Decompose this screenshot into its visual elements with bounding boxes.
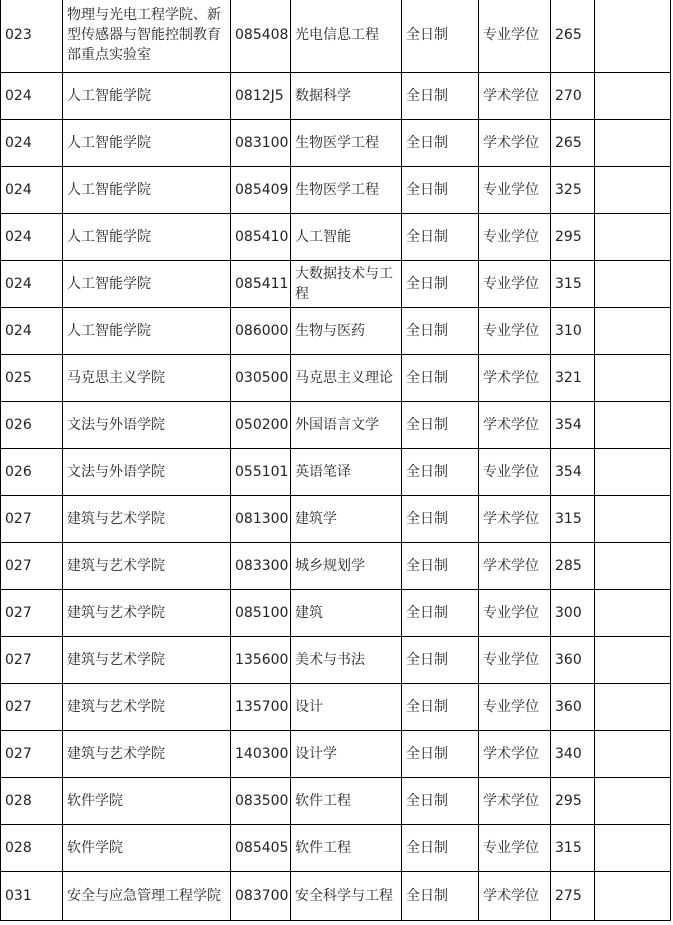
table-row xyxy=(1,825,671,872)
school-code-cell: 024 xyxy=(1,167,63,214)
table-row xyxy=(1,590,671,637)
major-name-cell: 光电信息工程 xyxy=(291,0,402,73)
study-mode-cell: 全日制 xyxy=(402,355,479,402)
major-code-cell: 085411 xyxy=(231,261,291,308)
major-name-cell: 软件工程 xyxy=(291,825,402,872)
min-score-cell: 295 xyxy=(551,214,595,261)
table-row xyxy=(1,355,671,402)
major-code-cell: 085410 xyxy=(231,214,291,261)
min-score-cell: 265 xyxy=(551,120,595,167)
table-row xyxy=(1,684,671,731)
major-name-cell: 数据科学 xyxy=(291,73,402,120)
major-code-cell: 135600 xyxy=(231,637,291,684)
school-name-cell: 马克思主义学院 xyxy=(63,355,231,402)
note-cell xyxy=(595,684,671,731)
major-name-cell: 设计 xyxy=(291,684,402,731)
school-code-cell: 028 xyxy=(1,778,63,825)
major-code-cell: 083300 xyxy=(231,543,291,590)
major-name-cell: 建筑学 xyxy=(291,496,402,543)
school-code-cell: 026 xyxy=(1,402,63,449)
school-code-cell: 027 xyxy=(1,637,63,684)
study-mode-cell: 全日制 xyxy=(402,684,479,731)
study-mode-cell: 全日制 xyxy=(402,167,479,214)
min-score-cell: 354 xyxy=(551,402,595,449)
table-row xyxy=(1,778,671,825)
school-code-cell: 024 xyxy=(1,120,63,167)
study-mode-cell: 全日制 xyxy=(402,590,479,637)
major-name-cell: 美术与书法 xyxy=(291,637,402,684)
major-name-cell: 安全科学与工程 xyxy=(291,872,402,921)
min-score-cell: 321 xyxy=(551,355,595,402)
study-mode-cell: 全日制 xyxy=(402,778,479,825)
note-cell xyxy=(595,872,671,921)
study-mode-cell: 全日制 xyxy=(402,449,479,496)
note-cell xyxy=(595,308,671,355)
school-code-cell: 027 xyxy=(1,543,63,590)
major-name-cell: 软件工程 xyxy=(291,778,402,825)
study-mode-cell: 全日制 xyxy=(402,308,479,355)
degree-type-cell: 专业学位 xyxy=(479,684,551,731)
school-code-cell: 024 xyxy=(1,73,63,120)
major-code-cell: 030500 xyxy=(231,355,291,402)
note-cell xyxy=(595,0,671,73)
major-code-cell: 085100 xyxy=(231,590,291,637)
major-name-cell: 生物医学工程 xyxy=(291,167,402,214)
note-cell xyxy=(595,731,671,778)
note-cell xyxy=(595,449,671,496)
min-score-cell: 315 xyxy=(551,261,595,308)
school-code-cell: 024 xyxy=(1,214,63,261)
school-name-cell: 建筑与艺术学院 xyxy=(63,684,231,731)
note-cell xyxy=(595,355,671,402)
school-name-cell: 软件学院 xyxy=(63,778,231,825)
note-cell xyxy=(595,496,671,543)
school-code-cell: 026 xyxy=(1,449,63,496)
note-cell xyxy=(595,543,671,590)
note-cell xyxy=(595,214,671,261)
degree-type-cell: 专业学位 xyxy=(479,167,551,214)
degree-type-cell: 专业学位 xyxy=(479,449,551,496)
min-score-cell: 325 xyxy=(551,167,595,214)
study-mode-cell: 全日制 xyxy=(402,73,479,120)
school-code-cell: 023 xyxy=(1,0,63,73)
table-row xyxy=(1,73,671,120)
table-row xyxy=(1,402,671,449)
major-code-cell: 0812J5 xyxy=(231,73,291,120)
school-name-cell: 建筑与艺术学院 xyxy=(63,543,231,590)
note-cell xyxy=(595,778,671,825)
min-score-cell: 270 xyxy=(551,73,595,120)
degree-type-cell: 专业学位 xyxy=(479,590,551,637)
major-name-cell: 大数据技术与工程 xyxy=(291,261,402,308)
min-score-cell: 275 xyxy=(551,872,595,921)
school-code-cell: 027 xyxy=(1,496,63,543)
major-name-cell: 英语笔译 xyxy=(291,449,402,496)
major-name-cell: 马克思主义理论 xyxy=(291,355,402,402)
major-code-cell: 083500 xyxy=(231,778,291,825)
major-name-cell: 生物医学工程 xyxy=(291,120,402,167)
major-code-cell: 085409 xyxy=(231,167,291,214)
table-row xyxy=(1,731,671,778)
table-row xyxy=(1,0,671,73)
study-mode-cell: 全日制 xyxy=(402,214,479,261)
major-name-cell: 外国语言文学 xyxy=(291,402,402,449)
major-code-cell: 085405 xyxy=(231,825,291,872)
school-name-cell: 人工智能学院 xyxy=(63,214,231,261)
school-code-cell: 027 xyxy=(1,590,63,637)
study-mode-cell: 全日制 xyxy=(402,543,479,590)
major-code-cell: 135700 xyxy=(231,684,291,731)
degree-type-cell: 学术学位 xyxy=(479,496,551,543)
school-name-cell: 人工智能学院 xyxy=(63,308,231,355)
table-row xyxy=(1,120,671,167)
school-name-cell: 人工智能学院 xyxy=(63,261,231,308)
note-cell xyxy=(595,825,671,872)
major-name-cell: 人工智能 xyxy=(291,214,402,261)
degree-type-cell: 专业学位 xyxy=(479,261,551,308)
min-score-cell: 295 xyxy=(551,778,595,825)
school-name-cell: 建筑与艺术学院 xyxy=(63,496,231,543)
note-cell xyxy=(595,590,671,637)
table-row xyxy=(1,261,671,308)
table-row xyxy=(1,308,671,355)
table-body xyxy=(1,0,671,921)
min-score-cell: 265 xyxy=(551,0,595,73)
major-name-cell: 建筑 xyxy=(291,590,402,637)
min-score-cell: 340 xyxy=(551,731,595,778)
major-name-cell: 城乡规划学 xyxy=(291,543,402,590)
school-name-cell: 人工智能学院 xyxy=(63,73,231,120)
note-cell xyxy=(595,402,671,449)
degree-type-cell: 学术学位 xyxy=(479,543,551,590)
min-score-cell: 354 xyxy=(551,449,595,496)
major-name-cell: 生物与医药 xyxy=(291,308,402,355)
study-mode-cell: 全日制 xyxy=(402,872,479,921)
school-code-cell: 028 xyxy=(1,825,63,872)
degree-type-cell: 学术学位 xyxy=(479,731,551,778)
school-code-cell: 025 xyxy=(1,355,63,402)
school-name-cell: 人工智能学院 xyxy=(63,120,231,167)
major-code-cell: 055101 xyxy=(231,449,291,496)
school-code-cell: 024 xyxy=(1,261,63,308)
degree-type-cell: 学术学位 xyxy=(479,73,551,120)
note-cell xyxy=(595,73,671,120)
school-code-cell: 024 xyxy=(1,308,63,355)
study-mode-cell: 全日制 xyxy=(402,120,479,167)
school-name-cell: 文法与外语学院 xyxy=(63,402,231,449)
study-mode-cell: 全日制 xyxy=(402,402,479,449)
note-cell xyxy=(595,120,671,167)
table-row xyxy=(1,637,671,684)
min-score-cell: 285 xyxy=(551,543,595,590)
note-cell xyxy=(595,167,671,214)
school-name-cell: 建筑与艺术学院 xyxy=(63,637,231,684)
school-code-cell: 027 xyxy=(1,684,63,731)
school-name-cell: 软件学院 xyxy=(63,825,231,872)
degree-type-cell: 专业学位 xyxy=(479,637,551,684)
degree-type-cell: 学术学位 xyxy=(479,778,551,825)
study-mode-cell: 全日制 xyxy=(402,496,479,543)
school-name-cell: 文法与外语学院 xyxy=(63,449,231,496)
table-row xyxy=(1,214,671,261)
min-score-cell: 360 xyxy=(551,637,595,684)
study-mode-cell: 全日制 xyxy=(402,261,479,308)
min-score-cell: 315 xyxy=(551,496,595,543)
degree-type-cell: 专业学位 xyxy=(479,214,551,261)
study-mode-cell: 全日制 xyxy=(402,0,479,73)
degree-type-cell: 专业学位 xyxy=(479,825,551,872)
school-name-cell: 物理与光电工程学院、新型传感器与智能控制教育部重点实验室 xyxy=(63,0,231,73)
major-code-cell: 083100 xyxy=(231,120,291,167)
major-code-cell: 085408 xyxy=(231,0,291,73)
table-row xyxy=(1,496,671,543)
school-code-cell: 027 xyxy=(1,731,63,778)
note-cell xyxy=(595,261,671,308)
min-score-cell: 360 xyxy=(551,684,595,731)
major-code-cell: 050200 xyxy=(231,402,291,449)
degree-type-cell: 学术学位 xyxy=(479,402,551,449)
school-name-cell: 人工智能学院 xyxy=(63,167,231,214)
degree-type-cell: 学术学位 xyxy=(479,120,551,167)
table-row xyxy=(1,449,671,496)
min-score-cell: 300 xyxy=(551,590,595,637)
major-code-cell: 081300 xyxy=(231,496,291,543)
major-code-cell: 140300 xyxy=(231,731,291,778)
table-row xyxy=(1,872,671,921)
table-row xyxy=(1,543,671,590)
major-code-cell: 083700 xyxy=(231,872,291,921)
major-name-cell: 设计学 xyxy=(291,731,402,778)
study-mode-cell: 全日制 xyxy=(402,825,479,872)
degree-type-cell: 学术学位 xyxy=(479,872,551,921)
degree-type-cell: 专业学位 xyxy=(479,308,551,355)
school-name-cell: 建筑与艺术学院 xyxy=(63,731,231,778)
min-score-cell: 315 xyxy=(551,825,595,872)
school-name-cell: 安全与应急管理工程学院 xyxy=(63,872,231,921)
study-mode-cell: 全日制 xyxy=(402,637,479,684)
min-score-cell: 310 xyxy=(551,308,595,355)
table-row xyxy=(1,167,671,214)
degree-type-cell: 学术学位 xyxy=(479,355,551,402)
note-cell xyxy=(595,637,671,684)
study-mode-cell: 全日制 xyxy=(402,731,479,778)
major-code-cell: 086000 xyxy=(231,308,291,355)
school-code-cell: 031 xyxy=(1,872,63,921)
degree-type-cell: 专业学位 xyxy=(479,0,551,73)
school-name-cell: 建筑与艺术学院 xyxy=(63,590,231,637)
